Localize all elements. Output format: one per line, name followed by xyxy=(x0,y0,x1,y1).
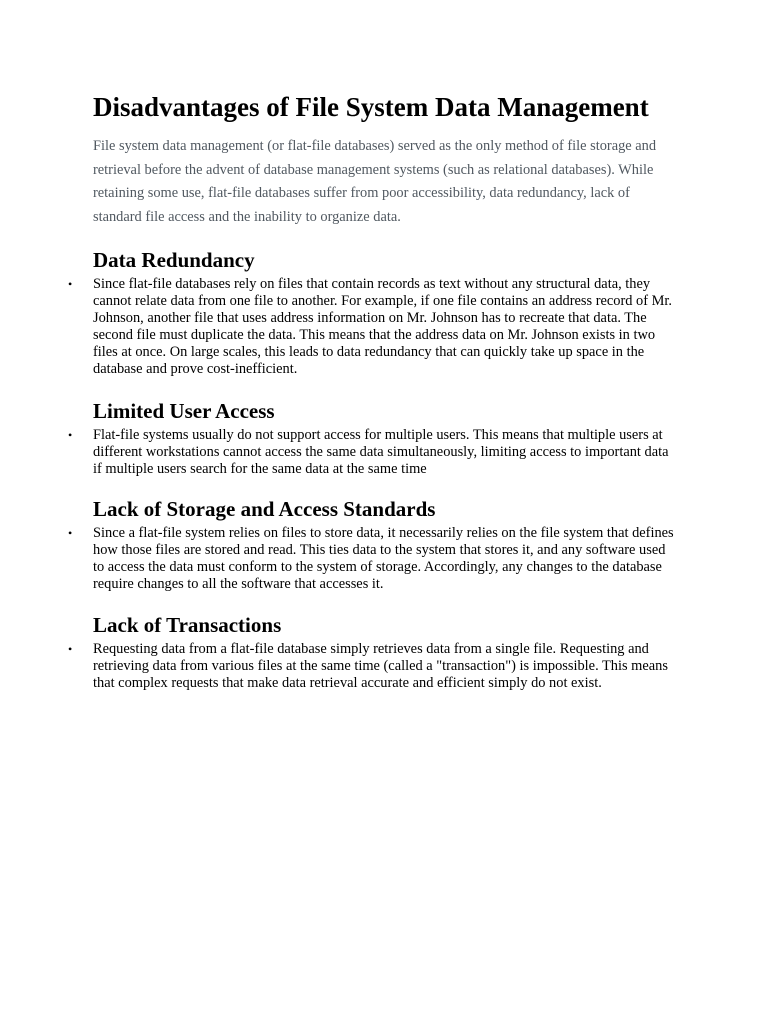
bullet-text: Since flat-file databases rely on files that contain records as text without any structural data, they cannot relate data from one file to another. For example, if one file contains an address record of Mr. Johnson, another file that uses address information on Mr. Johnson has to recreate that data. The second file must duplicate the data. This means that the address data on Mr. Johnson exists in two files at once. On large scales, this leads to data redundancy that can quickly take up space in the database and prove cost-inefficient. xyxy=(93,276,673,377)
bullet-icon: • xyxy=(68,526,73,540)
list-item xyxy=(68,427,678,478)
section-storage-access-standards xyxy=(68,495,678,593)
bullet-icon: • xyxy=(68,428,73,442)
list-item xyxy=(68,276,678,378)
section-heading: Limited User Access xyxy=(93,399,275,423)
bullet-list xyxy=(68,427,678,478)
bullet-text: Flat-file systems usually do not support access for multiple users. This means that multiple users at different workstations cannot access the same data simultaneously, limiting access to important data if multiple users search for the same data at the same time xyxy=(93,427,669,477)
document-page xyxy=(68,90,678,692)
page-title: Disadvantages of File System Data Management xyxy=(93,92,649,122)
bullet-icon: • xyxy=(68,277,73,291)
section-limited-user-access xyxy=(68,397,678,478)
bullet-text: Since a flat-file system relies on files to store data, it necessarily relies on the file system that defines how those files are stored and read. This ties data to the system that stores it, and any software used to access the data must conform to the system of storage. Accordingly, any changes to the database require changes to all the software that accesses it. xyxy=(93,525,674,592)
section-lack-of-transactions xyxy=(68,611,678,692)
bullet-list xyxy=(68,276,678,378)
bullet-list xyxy=(68,525,678,593)
list-item xyxy=(68,641,678,692)
intro-paragraph: File system data management (or flat-file databases) served as the only method of file storage and retrieval before the advent of database management systems (such as relational databases). While retaining some use, flat-file databases suffer from poor accessibility, data redundancy, lack of standard file access and the inability to organize data. xyxy=(93,138,657,225)
bullet-list xyxy=(68,641,678,692)
bullet-icon: • xyxy=(68,642,73,656)
bullet-text: Requesting data from a flat-file database simply retrieves data from a single file. Requesting and retrieving data from various files at the same time (called a "transaction") is impossible. This means that complex requests that make data retrieval accurate and efficient simply do not exist. xyxy=(93,641,668,691)
section-heading: Data Redundancy xyxy=(93,248,255,272)
section-heading: Lack of Storage and Access Standards xyxy=(93,497,436,521)
list-item xyxy=(68,525,678,593)
section-heading: Lack of Transactions xyxy=(93,613,282,637)
section-data-redundancy xyxy=(68,246,678,378)
